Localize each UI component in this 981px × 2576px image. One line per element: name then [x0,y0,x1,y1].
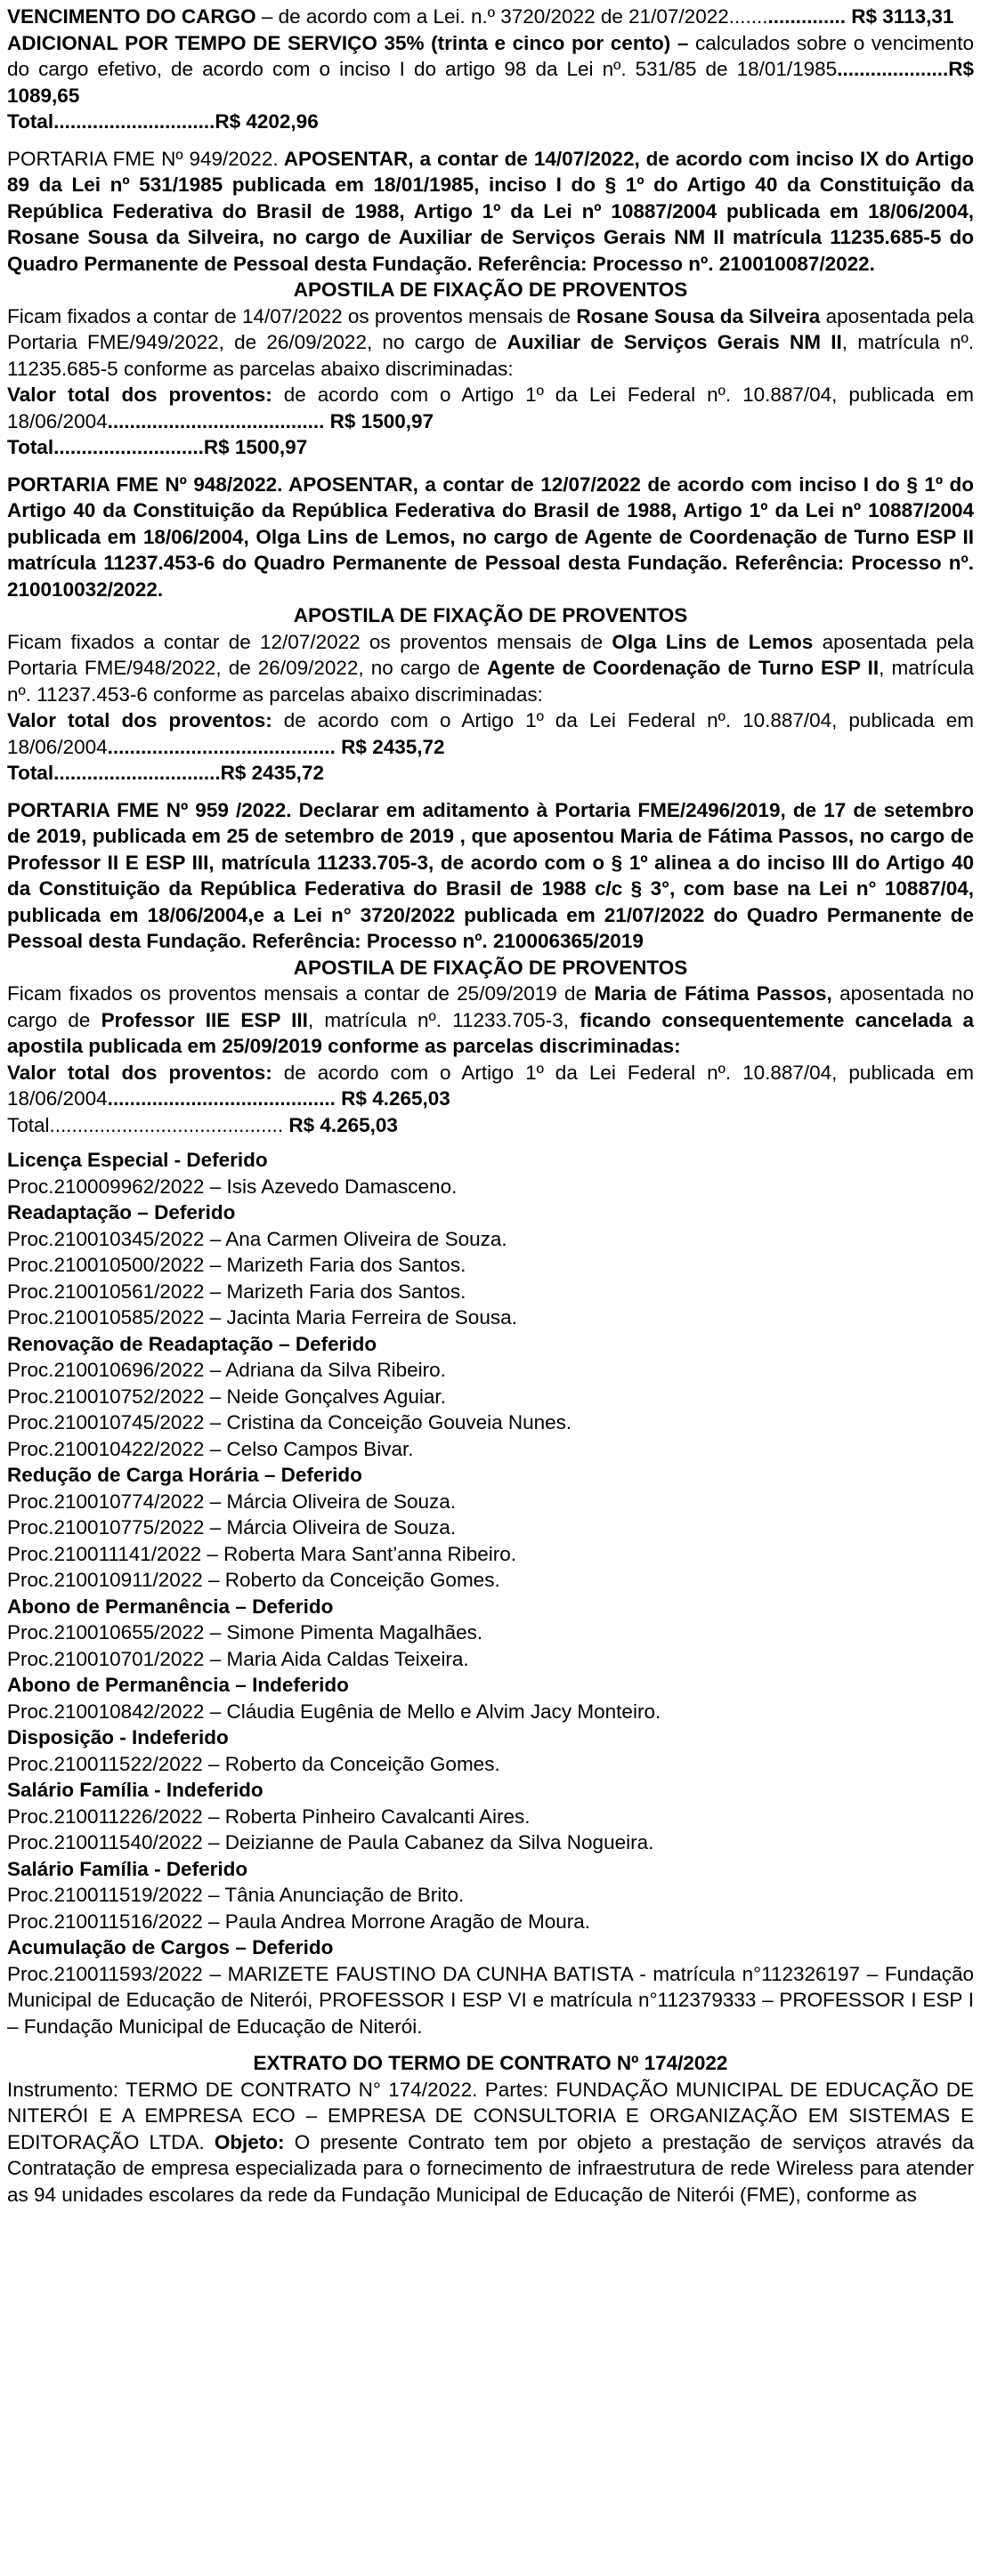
total-line: Total.............................R$ 4202,96 [7,110,319,133]
list-item: Proc.210011540/2022 – Deizianne de Paula Cabanez da Silva Nogueira. [7,1831,654,1853]
list-item: Proc.210010775/2022 – Márcia Oliveira de Souza. [7,1516,457,1538]
portaria-949-paragraph: PORTARIA FME Nº 949/2022. APOSENTAR, a contar de 14/07/2022, de acordo com inciso IX do Artigo 89 da Lei nº 531/1985 publicada em 18/01/1985, inciso I do § 1º do Artigo 40 da Constituição da República Federativa do Brasil de 1988, Artigo 1º da Lei nº 10887/2004 publicada em 18/06/2004, Rosane Sousa da Silveira, no cargo de Auxiliar de Serviços Gerais NM II matrícula 11235.685-5 do Quadro Permanente de Pessoal desta Fundação. Referência: Processo nº. 210010087/2022. [7,147,975,275]
total-line: Total..............................R$ 2435,72 [7,762,324,784]
list-item: Proc.210011516/2022 – Paula Andrea Morrone Aragão de Moura. [7,1910,591,1933]
list-item: Proc.210011522/2022 – Roberto da Conceição Gomes. [7,1752,500,1775]
portaria-948-paragraph: PORTARIA FME Nº 948/2022. APOSENTAR, a contar de 12/07/2022 de acordo com inciso I do § 1º do Artigo 40 da Constituição da República Federativa do Brasil de 1988, Artigo 1º da Lei nº 10887/2004 publicada em 18/06/2004, Olga Lins de Lemos, no cargo de Agente de Coordenação de Turno ESP II matrícula 11237.453-6 do Quadro Permanente de Pessoal desta Fundação. Referência: Processo nº. 210010032/2022. [7,472,974,601]
list-item: Proc.210010774/2022 – Márcia Oliveira de Souza. [7,1490,457,1513]
list-item: Proc.210010422/2022 – Celso Campos Bivar. [7,1437,414,1460]
section-title: Renovação de Readaptação – Deferido [7,1332,377,1355]
section-title: Acumulação de Cargos – Deferido [7,1936,334,1958]
section-title: Salário Família - Deferido [7,1857,248,1880]
list-item: Proc.210011519/2022 – Tânia Anunciação de Brito. [7,1884,465,1906]
list-item: Proc.210010561/2022 – Marizeth Faria dos Santos. [7,1280,466,1303]
portaria-959-paragraph: PORTARIA FME Nº 959 /2022. Declarar em aditamento à Portaria FME/2496/2019, de 17 de setembro de 2019, publicada em 25 de setembro de 2019 , que aposentou Maria de Fátima Passos, no cargo de Professor II E ESP III, matrícula 11233.705-3, de acordo com o § 1º alinea a do inciso III do Artigo 40 da Constituição da República Federativa do Brasil de 1988 c/c § 3°, com base na Lei n° 10887/04, publicada em 18/06/2004,e a Lei n° 3720/2022 publicada em 21/07/2022 do Quadro Permanente de Pessoal desta Fundação. Referência: Processo nº. 210006365/2019 [7,798,974,952]
list-item: Proc.210010752/2022 – Neide Gonçalves Aguiar. [7,1385,446,1408]
list-item: Proc.210010696/2022 – Adriana da Silva Ribeiro. [7,1359,446,1381]
list-item: Proc.210011226/2022 – Roberta Pinheiro Cavalcanti Aires. [7,1805,531,1828]
apostila-heading: APOSTILA DE FIXAÇÃO DE PROVENTOS [293,279,688,301]
list-item: Proc.210010500/2022 – Marizeth Faria dos Santos. [7,1254,466,1276]
total-line: Total.......................................... R$ 4.265,03 [7,1113,398,1136]
total-line: Total...........................R$ 1500,97 [7,436,308,458]
extrato-paragraph: Instrumento: TERMO DE CONTRATO N° 174/2022. Partes: FUNDAÇÃO MUNICIPAL DE EDUCAÇÃO DE NITERÓI E A EMPRESA ECO – EMPRESA DE CONSULTORIA E ORGANIZAÇÃO EM SISTEMAS E EDITORAÇÃO LTDA. Objeto: O presente Contrato tem por objeto a prestação de serviços através da Contratação de empresa especializada para o fornecimento de infraestrutura de rede Wireless para atender as 94 unidades escolares da rede da Fundação Municipal de Educação de Niterói (FME), conforme as [7,2078,974,2206]
list-item: Proc.210010655/2022 – Simone Pimenta Magalhães. [7,1621,483,1643]
list-item: Proc.210010745/2022 – Cristina da Conceição Gouveia Nunes. [7,1411,572,1433]
section-title: Readaptação – Deferido [7,1201,236,1223]
apostila-heading: APOSTILA DE FIXAÇÃO DE PROVENTOS [293,956,688,979]
section-title: Abono de Permanência – Deferido [7,1595,334,1618]
section-title: Disposição - Indeferido [7,1726,229,1748]
section-title: Licença Especial - Deferido [7,1149,268,1171]
valor-total-paragraph: Valor total dos proventos: de acordo com o Artigo 1º da Lei Federal nº. 10.887/04, publicada em 18/06/2004....................................... R$ 1500,97 [7,384,974,432]
list-item: Proc.210010345/2022 – Ana Carmen Oliveira de Souza. [7,1227,507,1250]
vencimento-paragraph: VENCIMENTO DO CARGO – de acordo com a Lei. n.º 3720/2022 de 21/07/2022..................... R$ 3113,31 [7,5,954,28]
section-title: Redução de Carga Horária – Deferido [7,1464,362,1486]
list-item: Proc.210011141/2022 – Roberta Mara Sant’anna Ribeiro. [7,1542,517,1565]
list-item: Proc.210010911/2022 – Roberto da Conceição Gomes. [7,1569,500,1591]
extrato-heading: EXTRATO DO TERMO DE CONTRATO Nº 174/2022 [253,2052,728,2074]
list-item: Proc.210010842/2022 – Cláudia Eugênia de Mello e Alvim Jacy Monteiro. [7,1700,661,1723]
apostila-paragraph: Ficam fixados a contar de 12/07/2022 os proventos mensais de Olga Lins de Lemos aposentada pela Portaria FME/948/2022, de 26/09/2022, no cargo de Agente de Coordenação de Turno ESP II, matrícula nº. 11237.453-6 conforme as parcelas abaixo discriminadas: [7,630,975,706]
list-item: Proc.210009962/2022 – Isis Azevedo Damasceno. [7,1175,458,1198]
apostila-paragraph: Ficam fixados os proventos mensais a contar de 25/09/2019 de Maria de Fátima Passos, aposentada no cargo de Professor IIE ESP III, matrícula nº. 11233.705-3, ficando consequentemente cancelada a apostila publicada em 25/09/2019 conforme as parcelas discriminadas: [7,982,975,1057]
section-title: Abono de Permanência – Indeferido [7,1674,349,1696]
list-item: Proc.210010585/2022 – Jacinta Maria Ferreira de Sousa. [7,1306,517,1328]
acumulacao-paragraph: Proc.210011593/2022 – MARIZETE FAUSTINO DA CUNHA BATISTA - matrícula n°112326197 – Fundação Municipal de Educação de Niterói, PROFESSOR I ESP VI e matrícula n°112379333 – PROFESSOR I ESP I – Fundação Municipal de Educação de Niterói. [7,1962,974,2038]
adicional-paragraph: ADICIONAL POR TEMPO DE SERVIÇO 35% (trinta e cinco por cento) – calculados sobre o vencimento do cargo efetivo, de acordo com o inciso I do artigo 98 da Lei nº. 531/85 de 18/01/1985....................R$ 1089,65 [7,31,974,107]
list-item: Proc.210010701/2022 – Maria Aida Caldas Teixeira. [7,1647,469,1670]
valor-total-paragraph: Valor total dos proventos: de acordo com o Artigo 1º da Lei Federal nº. 10.887/04, publicada em 18/06/2004......................................... R$ 2435,72 [7,709,974,758]
apostila-heading: APOSTILA DE FIXAÇÃO DE PROVENTOS [293,604,688,626]
section-title: Salário Família - Indeferido [7,1779,263,1801]
valor-total-paragraph: Valor total dos proventos: de acordo com o Artigo 1º da Lei Federal nº. 10.887/04, publicada em 18/06/2004......................................... R$ 4.265,03 [7,1061,974,1110]
apostila-paragraph: Ficam fixados a contar de 14/07/2022 os proventos mensais de Rosane Sousa da Silveira aposentada pela Portaria FME/949/2022, de 26/09/2022, no cargo de Auxiliar de Serviços Gerais NM II, matrícula nº. 11235.685-5 conforme as parcelas abaixo discriminadas: [7,304,975,380]
